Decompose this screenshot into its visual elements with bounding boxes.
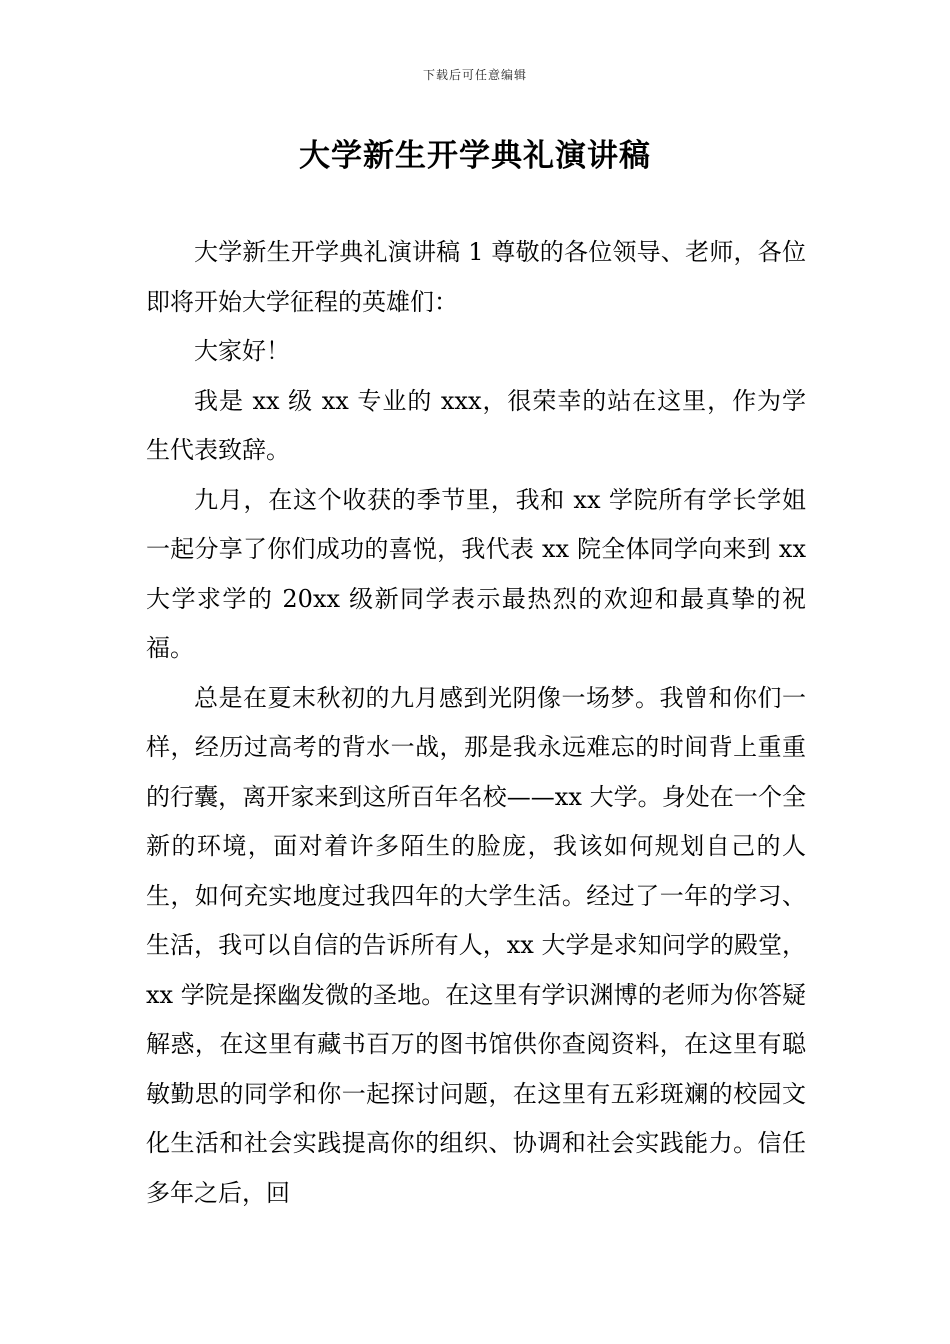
document-title: 大学新生开学典礼演讲稿 [299,138,651,174]
paragraph-hello: 大家好！ [194,337,290,365]
paragraph-greeting-salutation: 大学新生开学典礼演讲稿 1 尊敬的各位领导、老师，各位即将开始大学征程的英雄们： [146,238,806,316]
paragraph-introduction: 我是 xx 级 xx 专业的 xxx，很荣幸的站在这里，作为学生代表致辞。 [146,386,806,464]
document-body [146,228,806,1218]
paragraph-welcome: 九月，在这个收获的季节里，我和 xx 学院所有学长学姐一起分享了你们成功的喜悦，我代表 xx 院全体同学向来到 xx 大学求学的 20xx 级新同学表示最热烈的欢迎和最真挚的祝福。 [146,485,806,662]
paragraph-reflection: 总是在夏末秋初的九月感到光阴像一场梦。我曾和你们一样，经历过高考的背水一战，那是我永远难忘的时间背上重重的行囊，离开家来到这所百年名校——xx 大学。身处在一个全新的环境，面对着许多陌生的脸庞，我该如何规划自己的人生，如何充实地度过我四年的大学生活。经过了一年的学习、生活，我可以自信的告诉所有人，xx 大学是求知问学的殿堂，xx 学院是探幽发微的圣地。在这里有学识渊博的老师为你答疑解惑，在这里有藏书百万的图书馆供你查阅资料，在这里有聪敏勤思的同学和你一起探讨问题，在这里有五彩斑斓的校园文化生活和社会实践提高你的组织、协调和社会实践能力。信任多年之后，回 [146,683,806,1207]
page-header-note: 下载后可任意编辑 [422,68,527,82]
